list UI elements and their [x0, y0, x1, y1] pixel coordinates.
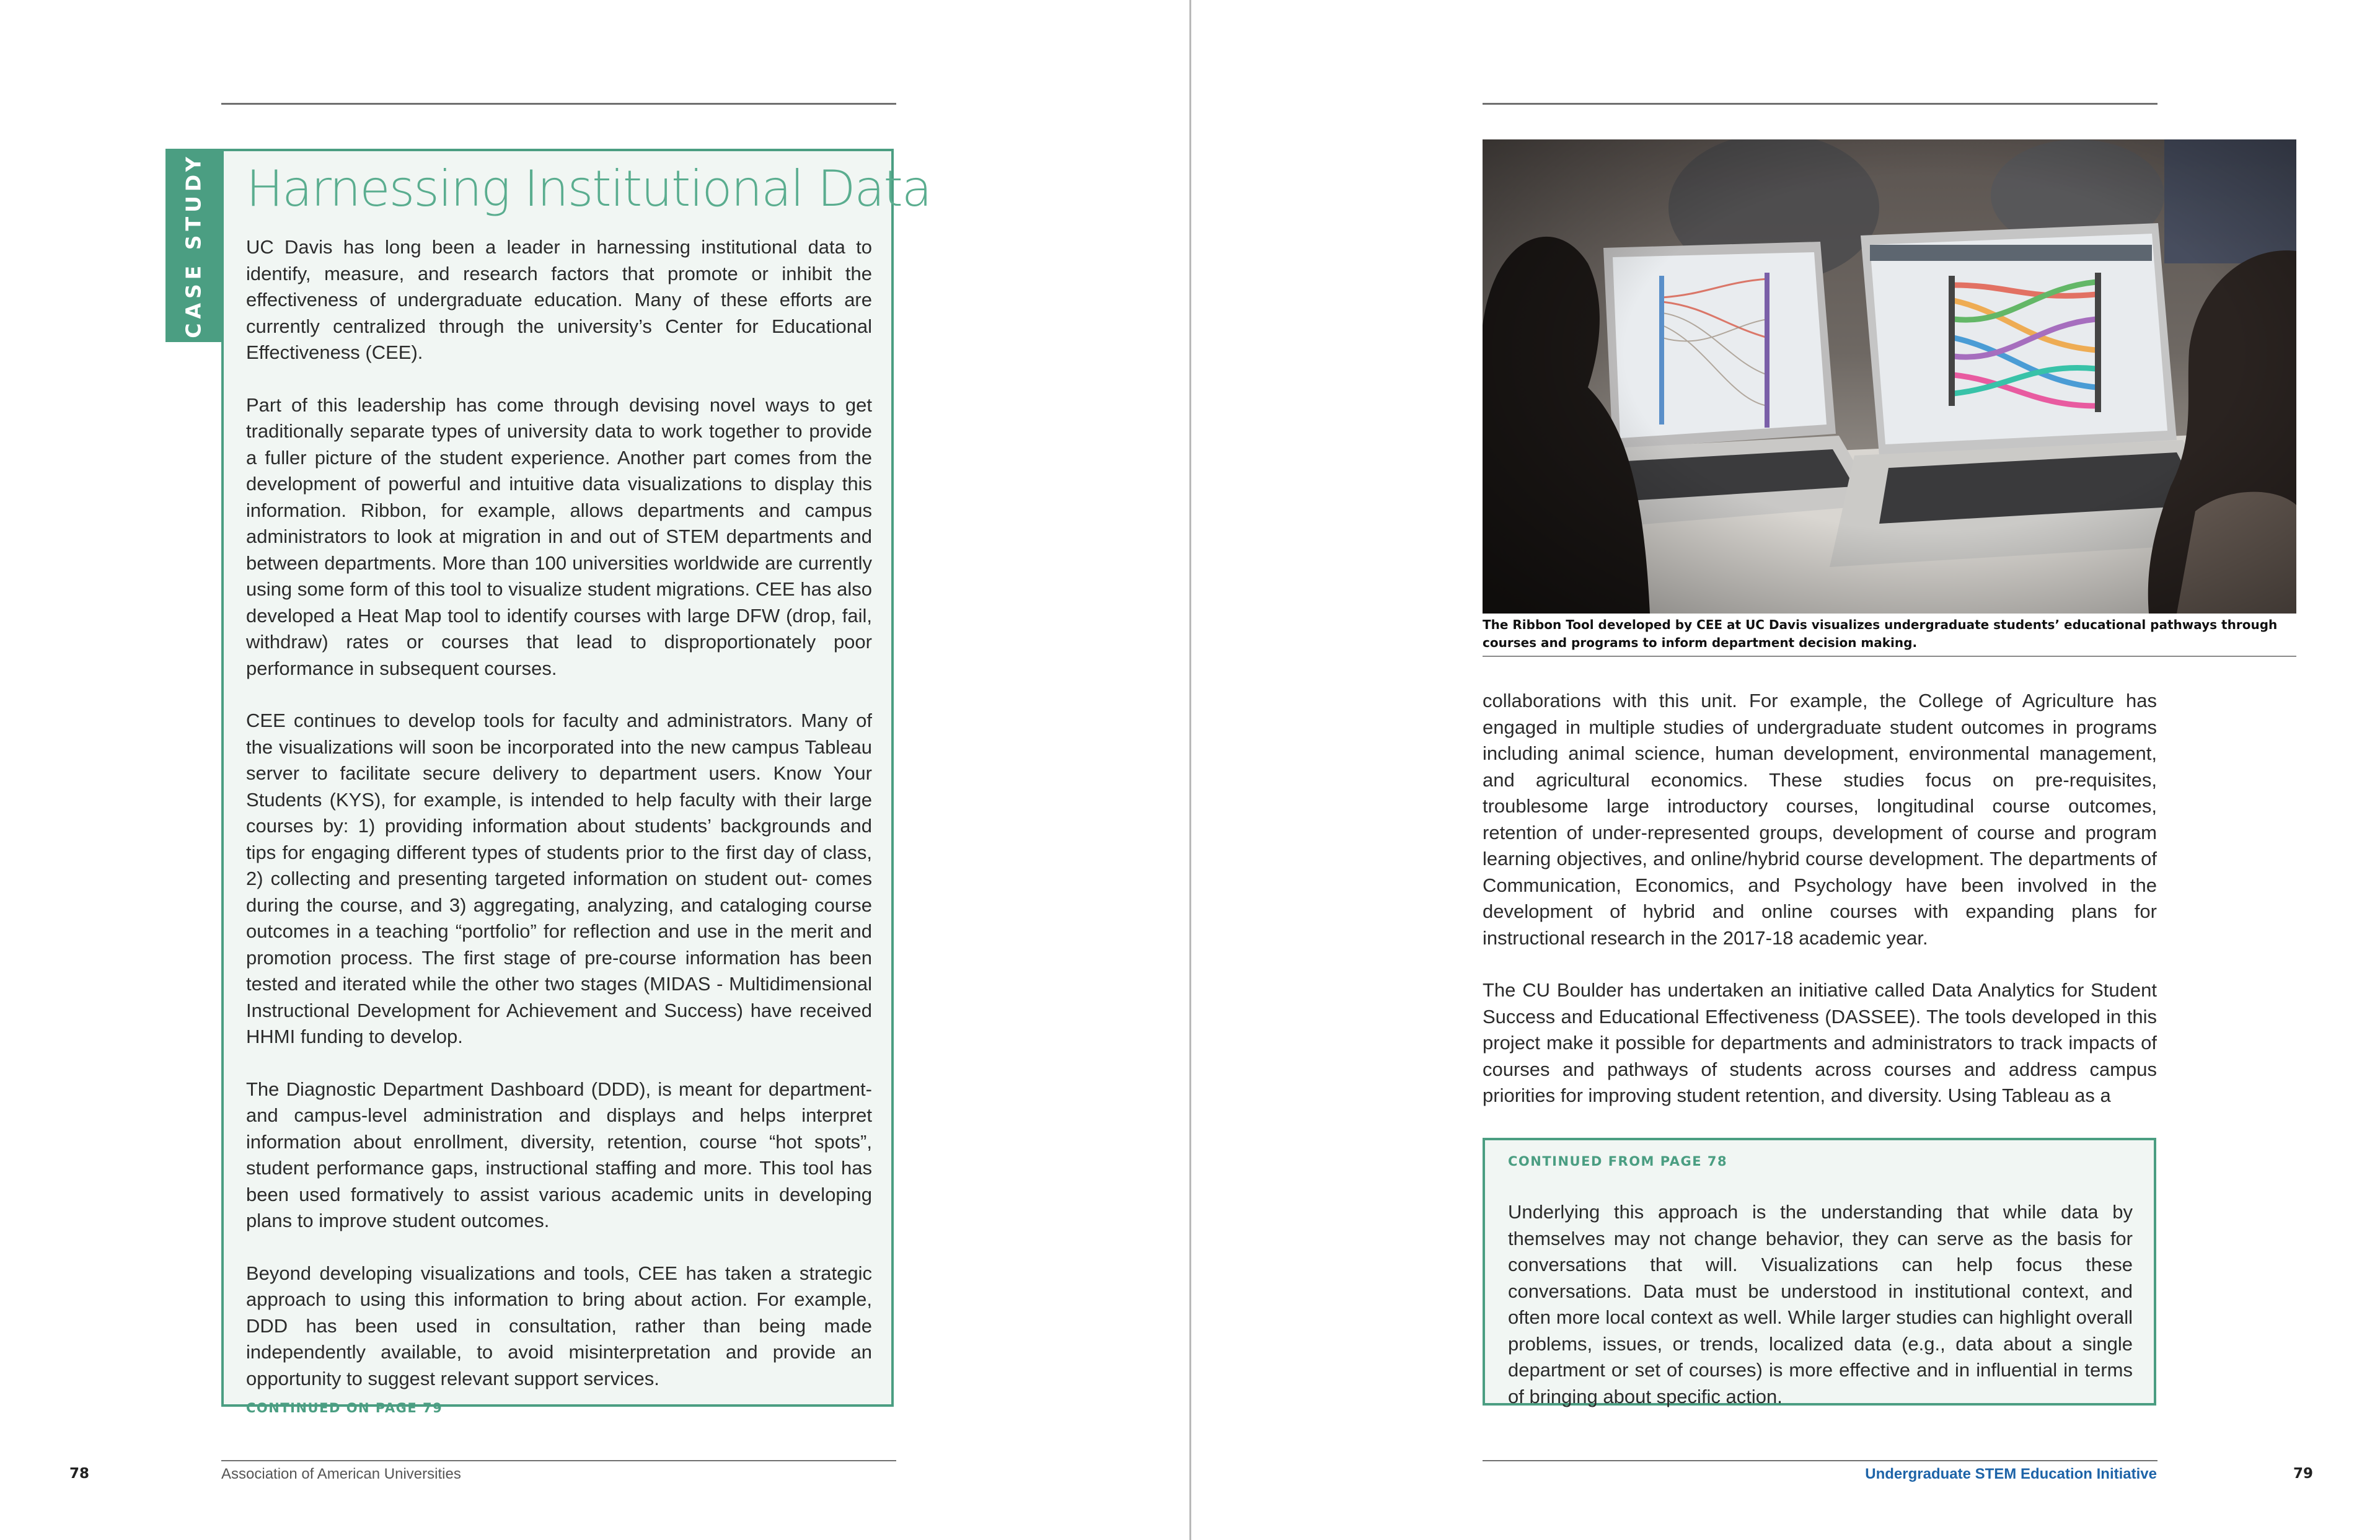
header-rule-left — [221, 103, 896, 105]
footer-rule-right — [1483, 1460, 2157, 1461]
continued-on-link[interactable]: CONTINUED ON PAGE 79 — [246, 1401, 443, 1415]
body-paragraph: The CU Boulder has undertaken an initiative called Data Analytics for Student Success and Educational Effectiveness (DASSEE). The tools developed in this project make it possible for departments and administrators to track impacts of courses and pathways of students across courses and address campus priorities for improving student retention, and diversity. Using Tableau as a — [1483, 979, 2157, 1106]
case-study-paragraph: The Diagnostic Department Dashboard (DDD), is meant for department- and campus-level administration and displays and helps interpret information about enrollment, diversity, retention, course “hot spots”, student performance gaps, instructional staffing and more. This tool has been used formatively to assist various academic units in developing plans to improve student outcomes. — [246, 1078, 872, 1231]
photo-illustration — [1483, 139, 2296, 614]
page-spine — [1189, 0, 1191, 1540]
page-number-right: 79 — [2293, 1466, 2314, 1482]
caption-rule — [1483, 656, 2296, 657]
case-study-paragraph: UC Davis has long been a leader in harnessing institutional data to identify, measure, and research factors that promote or inhibit the effectiveness of undergraduate education. Many of these efforts are currently centralized through the university’s Center for Educational Effectiveness (CEE). — [246, 236, 872, 363]
continued-box-text: Underlying this approach is the understanding that while data by themselves may not change behavior, they can serve as the basis for conversations that will. Visualizations can help focus these conversations. Data must be understood in institutional context, and often more local context as well. While larger studies can highlight overall problems, issues, or trends, localized data (e.g., data about a single department or set of courses) is more effective and in influential in terms of bringing about specific action. — [1508, 1201, 2133, 1407]
continued-box-body — [1508, 1199, 2133, 1410]
case-study-tab-label: CASE STUDY — [181, 152, 206, 338]
case-study-paragraph: CEE continues to develop tools for faculty and administrators. Many of the visualizations will soon be incorporated into the new campus Tableau server to facilitate secure delivery to department users. Know Your Students (KYS), for example, is intended to help faculty with their large courses by: 1) providing information about students’ backgrounds and tips for engaging different types of students prior to the first day of class, 2) collecting and presenting targeted information on student out- comes during the course, and 3) aggregating, analyzing, and cataloging course outcomes in a teaching “portfolio” for reflection and use in the merit and promotion process. The first stage of pre-course information has been tested and iterated while the other two stages (MIDAS - Multidimensional Instructional Development for Achievement and Success) have received HHMI funding to develop. — [246, 710, 872, 1047]
continued-from-label[interactable]: CONTINUED FROM PAGE 78 — [1508, 1154, 1728, 1169]
case-study-tab — [165, 149, 221, 342]
footer-initiative: Undergraduate STEM Education Initiative — [1865, 1466, 2157, 1482]
case-study-title: Harnessing Institutional Data — [246, 160, 931, 218]
photo-caption: The Ribbon Tool developed by CEE at UC Davis visualizes undergraduate students’ educational pathways through courses and programs to inform department decision making. — [1483, 617, 2278, 650]
page-number-left: 78 — [69, 1466, 90, 1482]
case-study-paragraph: Beyond developing visualizations and tools, CEE has taken a strategic approach to using this information to bring about action. For example, DDD has been used in consultation, rather than being made independently available, to avoid misinterpretation and provide an opportunity to suggest relevant support services. — [246, 1262, 872, 1389]
ribbon-tool-photo — [1483, 139, 2296, 614]
case-study-body — [246, 234, 872, 1415]
footer-rule-left — [221, 1460, 896, 1461]
header-rule-right — [1483, 103, 2157, 105]
right-body — [1483, 688, 2157, 1135]
case-study-paragraph: Part of this leadership has come through devising novel ways to get traditionally separate types of university data to work together to provide a fuller picture of the student experience. Another part comes from the development of powerful and intuitive data visualizations to display this information. Ribbon, for example, allows departments and campus administrators to look at migration in and out of STEM departments and between departments. More than 100 universities worldwide are currently using some form of this tool to visualize student migrations. CEE has also developed a Heat Map tool to identify courses with large DFW (drop, fail, withdraw) rates or courses that lead to disproportionately poor performance in subsequent courses. — [246, 394, 872, 679]
body-paragraph: collaborations with this unit. For example, the College of Agriculture has engaged in multiple studies of undergraduate student outcomes in programs including animal science, human development, environmental management, and agricultural economics. These studies focus on pre-requisites, troublesome large introductory courses, longitudinal course outcomes, retention of under-represented groups, development of course and program learning objectives, and online/hybrid course development. The departments of Communication, Economics, and Psychology have been involved in the development of hybrid and online courses with expanding plans for instructional research in the 2017-18 academic year. — [1483, 690, 2157, 949]
footer-publisher: Association of American Universities — [221, 1466, 461, 1482]
